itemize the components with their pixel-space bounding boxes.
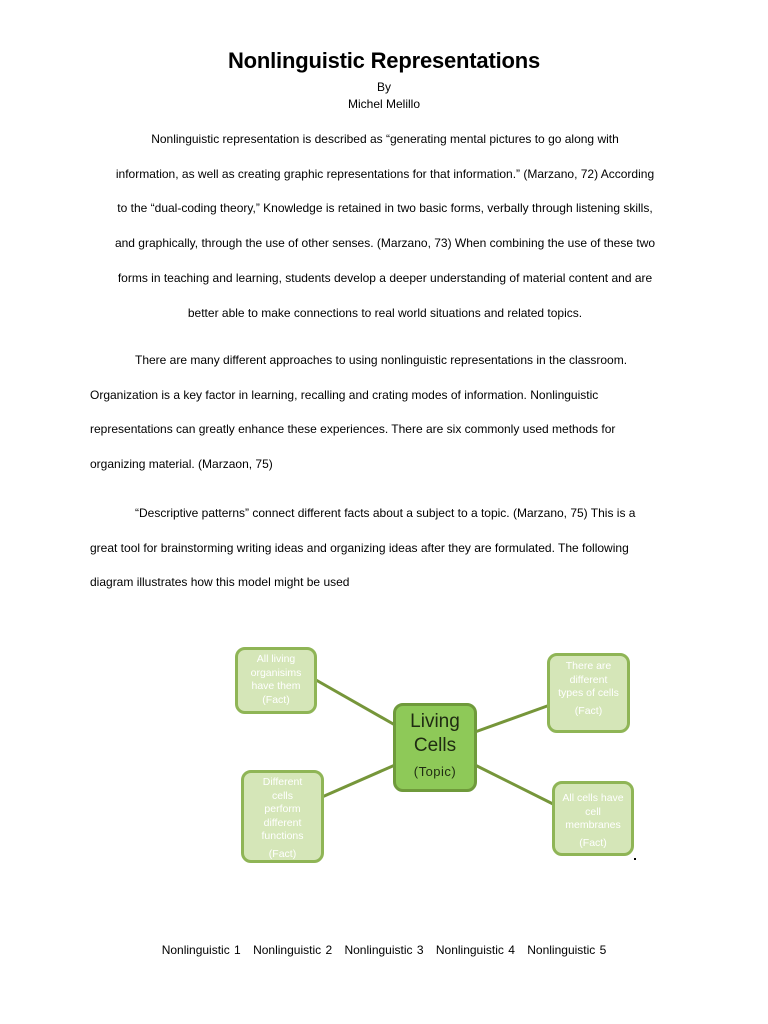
topic-label: Living Cells	[410, 711, 460, 756]
paragraph-line: to the “dual-coding theory,” Knowledge is retained in two basic forms, verbally through listening skills,	[117, 201, 653, 216]
paragraph-line: and graphically, through the use of other senses. (Marzano, 73) When combining the use of these two	[114, 236, 656, 251]
byline-by: By	[376, 80, 391, 94]
paragraph-line: organizing material. (Marzaon, 75)	[90, 457, 273, 472]
fact-text: There are different types of cells	[558, 660, 619, 699]
paragraph-2	[90, 343, 680, 482]
paragraph-1	[90, 122, 680, 330]
paragraph-line	[90, 343, 680, 378]
paragraph-line: diagram illustrates how this model might be used	[90, 575, 350, 590]
paragraph-line: better able to make connections to real world situations and related topics.	[187, 305, 583, 320]
fact-tag: (Fact)	[579, 836, 607, 849]
fact-node	[552, 781, 634, 856]
fact-tag: (Fact)	[262, 693, 290, 706]
paragraph-line	[90, 496, 680, 531]
diagram-connectors	[0, 600, 768, 890]
topic-sub: (Topic)	[413, 764, 457, 779]
stray-dot	[634, 858, 636, 860]
fact-node	[241, 770, 324, 863]
fact-text: All cells have cell membranes	[562, 792, 624, 831]
paragraph-line: Organization is a key factor in learning, recalling and crating modes of information. Nonlinguistic	[90, 387, 599, 402]
footer-link-4[interactable]: Nonlinguistic 4	[435, 943, 515, 957]
footer-nav	[0, 943, 768, 957]
paragraph-line: great tool for brainstorming writing ideas and organizing ideas after they are formulated. The following	[90, 540, 629, 555]
paragraph-line: Nonlinguistic representation is described as “generating mental pictures to go along with	[151, 132, 619, 146]
paragraph-line-text: There are many different approaches to using nonlinguistic representations in the classroom.	[135, 353, 628, 367]
paragraph-line: representations can greatly enhance these experiences. There are six commonly used methods for	[90, 422, 616, 437]
fact-text: All living organisims have them	[250, 653, 302, 692]
paragraph-3	[90, 496, 680, 600]
fact-text: Different cells perform different functions	[261, 776, 304, 842]
topic-node	[393, 703, 477, 792]
connector-line	[316, 680, 395, 725]
connector-line	[322, 765, 395, 797]
paragraph-line: forms in teaching and learning, students develop a deeper understanding of material content and are	[117, 270, 653, 285]
paragraph-line: information, as well as creating graphic representations for that information.” (Marzano, 72) According	[115, 166, 655, 181]
footer-link-5[interactable]: Nonlinguistic 5	[527, 943, 607, 957]
paragraph-line-text: “Descriptive patterns” connect different facts about a subject to a topic. (Marzano, 75) This is a	[135, 506, 636, 520]
byline-author: Michel Melillo	[347, 97, 421, 111]
page-title: Nonlinguistic Representations	[227, 48, 541, 73]
footer-link-3[interactable]: Nonlinguistic 3	[344, 943, 424, 957]
fact-tag: (Fact)	[574, 704, 603, 717]
fact-tag: (Fact)	[268, 847, 297, 860]
footer-link-1[interactable]: Nonlinguistic 1	[161, 943, 241, 957]
fact-node	[547, 653, 630, 733]
connector-line	[475, 765, 555, 805]
connector-line	[475, 705, 550, 732]
footer-link-2[interactable]: Nonlinguistic 2	[253, 943, 333, 957]
descriptive-pattern-diagram	[0, 600, 768, 890]
fact-node	[235, 647, 317, 714]
